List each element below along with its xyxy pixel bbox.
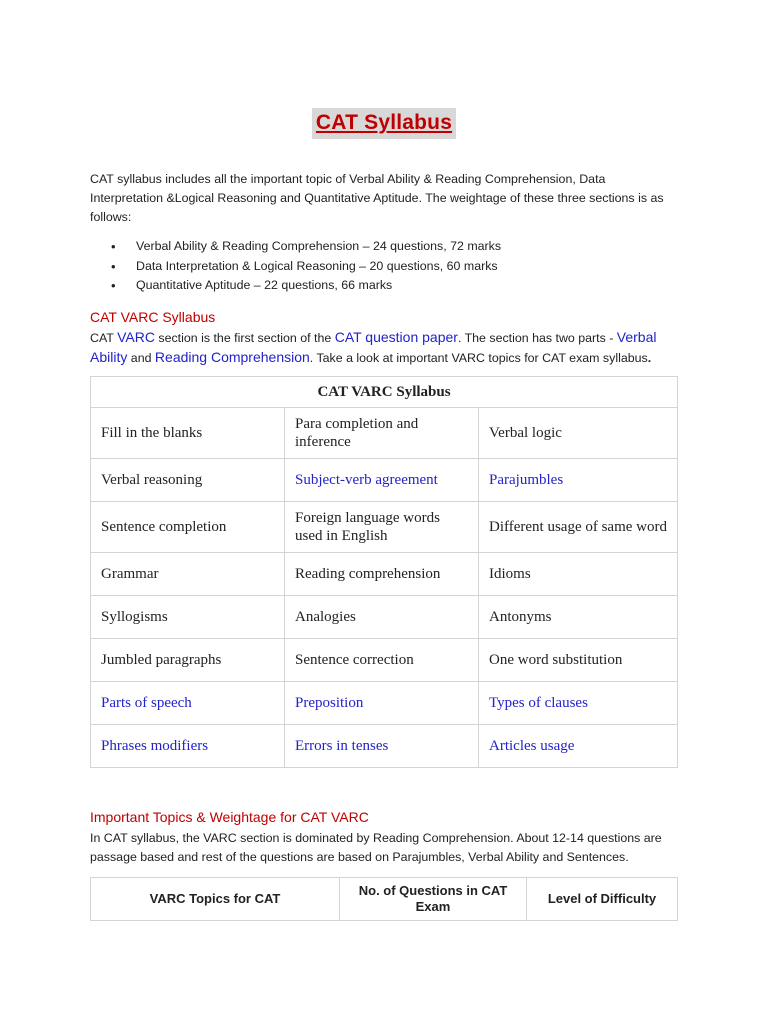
table-cell: Verbal logic (479, 408, 678, 459)
table-cell: One word substitution (479, 639, 678, 682)
list-item: • Quantitative Aptitude – 22 questions, 66 marks (111, 276, 671, 296)
verbal-ability-link[interactable]: Verbal Ability (90, 329, 657, 365)
table-row (91, 682, 678, 725)
table-cell: Grammar (91, 553, 285, 596)
varc-paragraph: CAT VARC section is the first section of the CAT question paper. The section has two parts - Verbal Ability and Reading Comprehension. Take a look at important VARC topics for CAT exam syllabus. (90, 329, 657, 365)
table-cell-link[interactable]: Subject-verb agreement (285, 459, 479, 502)
table-cell: Foreign language words used in English (285, 502, 479, 553)
table-cell-link[interactable]: Articles usage (479, 725, 678, 768)
reading-comprehension-link[interactable]: Reading Comprehension (154, 349, 310, 365)
table-cell: Jumbled paragraphs (91, 639, 285, 682)
table-cell: Para completion and inference (285, 408, 479, 459)
table-cell: Verbal reasoning (91, 459, 285, 502)
table-cell-link[interactable]: Types of clauses (479, 682, 678, 725)
table-cell: Antonyms (479, 596, 678, 639)
table-cell: Reading comprehension (285, 553, 479, 596)
table-row (91, 408, 678, 459)
table-header-row (91, 878, 678, 921)
varc-syllabus-table (90, 376, 678, 768)
table-row (91, 725, 678, 768)
table-row (91, 459, 678, 502)
column-header: Level of Difficulty (527, 878, 678, 921)
table-cell-link[interactable]: Parajumbles (479, 459, 678, 502)
table-row (91, 596, 678, 639)
bullet-icon: • (111, 278, 116, 293)
table-cell-link[interactable]: Preposition (285, 682, 479, 725)
bullet-icon: • (111, 239, 116, 254)
intro-paragraph: CAT syllabus includes all the important topic of Verbal Ability & Reading Comprehension, Data Interpretation &Logical Reasoning and Quantitative Aptitude. The weightage of these three sections is as follows: (90, 172, 664, 224)
table-cell-link[interactable]: Errors in tenses (285, 725, 479, 768)
table-cell: Fill in the blanks (91, 408, 285, 459)
table-header: CAT VARC Syllabus (91, 377, 678, 408)
weightage-paragraph: In CAT syllabus, the VARC section is dominated by Reading Comprehension. About 12-14 questions are passage based and rest of the questions are based on Parajumbles, Verbal Ability and Sentences. (90, 831, 662, 864)
table-cell: Syllogisms (91, 596, 285, 639)
table-cell: Idioms (479, 553, 678, 596)
table-cell-link[interactable]: Phrases modifiers (91, 725, 285, 768)
table-cell: Analogies (285, 596, 479, 639)
table-cell: Sentence completion (91, 502, 285, 553)
varc-weightage-table (90, 877, 678, 921)
column-header: VARC Topics for CAT (91, 878, 340, 921)
page-title: CAT Syllabus (312, 108, 456, 139)
list-item: • Data Interpretation & Logical Reasoning – 20 questions, 60 marks (111, 257, 671, 277)
table-cell-link[interactable]: Parts of speech (91, 682, 285, 725)
table-cell: Sentence correction (285, 639, 479, 682)
cat-question-paper-link[interactable]: CAT question paper (334, 329, 458, 345)
table-row (91, 553, 678, 596)
varc-link[interactable]: VARC (117, 329, 155, 345)
weightage-heading: Important Topics & Weightage for CAT VARC (90, 809, 369, 825)
table-row (91, 639, 678, 682)
varc-heading: CAT VARC Syllabus (90, 309, 216, 325)
table-cell: Different usage of same word (479, 502, 678, 553)
section-weightage-list (111, 237, 671, 296)
bullet-icon: • (111, 258, 116, 274)
title-container (0, 108, 768, 139)
list-item: • Verbal Ability & Reading Comprehension – 24 questions, 72 marks (111, 237, 671, 257)
column-header: No. of Questions in CAT Exam (340, 878, 527, 921)
table-row (91, 502, 678, 553)
